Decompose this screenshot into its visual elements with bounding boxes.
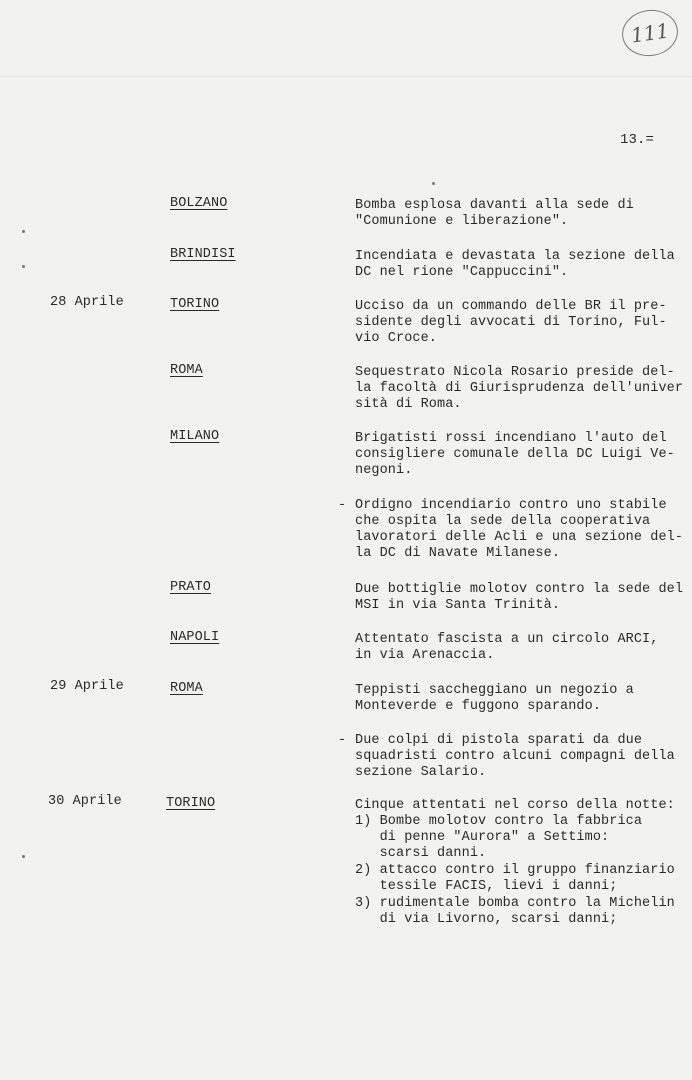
entry-line: Incendiata e devastata la sezione della (355, 249, 675, 264)
entry-line: sità di Roma. (355, 397, 462, 412)
entry-city: TORINO (166, 796, 216, 811)
entry-city: NAPOLI (170, 630, 220, 645)
entry-line: Ordigno incendiario contro uno stabile (355, 498, 667, 513)
entry-line: scarsi danni. (355, 846, 487, 861)
entry-dash: - (338, 733, 347, 748)
entry-line: Due bottiglie molotov contro la sede del (355, 582, 684, 597)
scan-speck (22, 855, 25, 858)
entry-line: Teppisti saccheggiano un negozio a (355, 683, 634, 698)
entry-line: Cinque attentati nel corso della notte: (355, 798, 675, 813)
entry-date: 28 Aprile (50, 295, 124, 310)
entry-line: Due colpi di pistola sparati da due (355, 733, 643, 748)
scan-speck (432, 182, 435, 185)
entry-city: BOLZANO (170, 196, 228, 211)
entry-line: Attentato fascista a un circolo ARCI, (355, 632, 659, 647)
entry-line: sezione Salario. (355, 765, 487, 780)
entry-line: consigliere comunale della DC Luigi Ve- (355, 447, 675, 462)
entry-line: in via Arenaccia. (355, 648, 495, 663)
entry-line: 1) Bombe molotov contro la fabbrica (355, 814, 643, 829)
entry-city: MILANO (170, 429, 220, 444)
entry-line: Bomba esplosa davanti alla sede di (355, 198, 634, 213)
entry-line: negoni. (355, 463, 413, 478)
entry-line: vio Croce. (355, 331, 438, 346)
archive-stamp (619, 6, 681, 59)
entry-line: sidente degli avvocati di Torino, Ful- (355, 315, 667, 330)
entry-line: DC nel rione "Cappuccini". (355, 265, 569, 280)
entry-line: Monteverde e fuggono sparando. (355, 699, 602, 714)
entry-line: squadristi contro alcuni compagni della (355, 749, 675, 764)
top-fold-line (0, 76, 692, 77)
entry-line: Sequestrato Nicola Rosario preside del- (355, 365, 675, 380)
entry-line: "Comunione e liberazione". (355, 214, 569, 229)
entry-city: ROMA (170, 681, 203, 696)
entry-city: BRINDISI (170, 247, 236, 262)
entry-line: la DC di Navate Milanese. (355, 546, 561, 561)
entry-line: di via Livorno, scarsi danni; (355, 912, 618, 927)
entry-date: 29 Aprile (50, 679, 124, 694)
entry-line: Ucciso da un commando delle BR il pre- (355, 299, 667, 314)
entry-city: PRATO (170, 580, 212, 595)
entry-line: MSI in via Santa Trinità. (355, 598, 561, 613)
entry-line: lavoratori delle Acli e una sezione del- (355, 530, 684, 545)
stamp-number: 111 (629, 18, 671, 48)
page-number: 13.= (620, 132, 655, 148)
entry-line: tessile FACIS, lievi i danni; (355, 879, 618, 894)
entry-line: 2) attacco contro il gruppo finanziario (355, 863, 675, 878)
entry-line: 3) rudimentale bomba contro la Michelin (355, 896, 675, 911)
entry-line: che ospita la sede della cooperativa (355, 514, 651, 529)
entry-city: ROMA (170, 363, 203, 378)
entry-dash: - (338, 498, 347, 513)
entry-city: TORINO (170, 297, 220, 312)
entry-line: la facoltà di Giurisprudenza dell'univer (355, 381, 684, 396)
entry-date: 30 Aprile (48, 794, 122, 809)
scan-speck (22, 265, 25, 268)
entry-line: di penne "Aurora" a Settimo: (355, 830, 610, 845)
scan-speck (22, 230, 25, 233)
entry-line: Brigatisti rossi incendiano l'auto del (355, 431, 667, 446)
